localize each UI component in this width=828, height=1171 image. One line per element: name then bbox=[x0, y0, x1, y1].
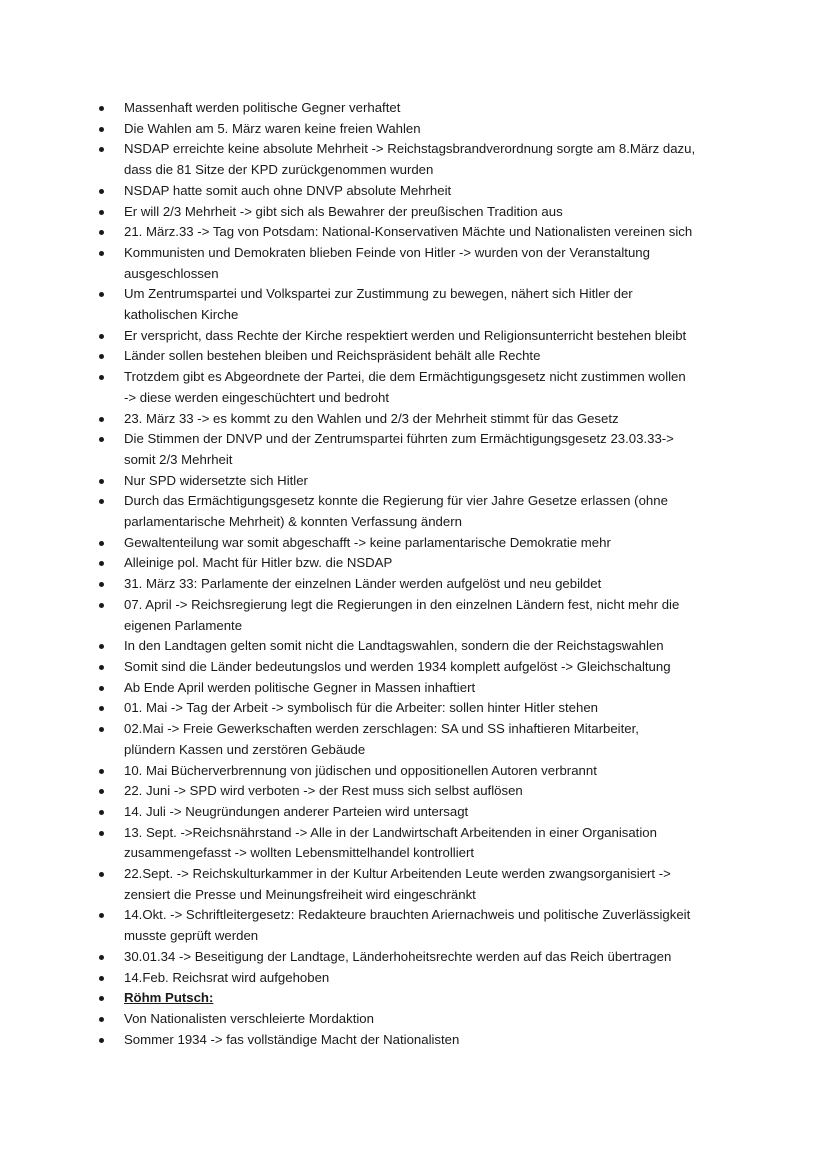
list-item-text: 30.01.34 -> Beseitigung der Landtage, Länderhoheitsrechte werden auf das Reich übertragen bbox=[124, 948, 672, 964]
list-item bbox=[0, 326, 734, 347]
bullet-icon bbox=[99, 354, 104, 359]
bullet-icon bbox=[99, 996, 104, 1001]
list-item bbox=[0, 574, 734, 595]
list-item bbox=[0, 905, 734, 946]
list-item-text: Er will 2/3 Mehrheit -> gibt sich als Bewahrer der preußischen Tradition aus bbox=[124, 203, 563, 219]
bullet-icon bbox=[99, 686, 104, 691]
bullet-icon bbox=[99, 147, 104, 152]
list-item bbox=[0, 346, 734, 367]
list-item bbox=[0, 761, 734, 782]
list-item-text: Kommunisten und Demokraten blieben Feinde von Hitler -> wurden von der Veranstaltung ausgeschlossen bbox=[124, 244, 650, 281]
list-item-text: 13. Sept. ->Reichsnährstand -> Alle in der Landwirtschaft Arbeitenden in einer Organisation zusammengefasst -> wollten Lebensmittelhandel kontrolliert bbox=[124, 824, 657, 861]
list-item bbox=[0, 181, 734, 202]
bullet-icon bbox=[99, 706, 104, 711]
bullet-icon bbox=[99, 251, 104, 256]
list-item bbox=[0, 947, 734, 968]
bullet-icon bbox=[99, 1038, 104, 1043]
list-item bbox=[0, 139, 734, 180]
list-item-text: 23. März 33 -> es kommt zu den Wahlen und 2/3 der Mehrheit stimmt für das Gesetz bbox=[124, 410, 619, 426]
list-item-text: Somit sind die Länder bedeutungslos und werden 1934 komplett aufgelöst -> Gleichschaltung bbox=[124, 658, 671, 674]
bullet-icon bbox=[99, 644, 104, 649]
bullet-icon bbox=[99, 189, 104, 194]
bullet-icon bbox=[99, 872, 104, 877]
bullet-icon bbox=[99, 665, 104, 670]
list-item-text: Trotzdem gibt es Abgeordnete der Partei, die dem Ermächtigungsgesetz nicht zustimmen wollen -> diese werden eingeschüchtert und bedroht bbox=[124, 369, 686, 405]
list-item-text: 21. März.33 -> Tag von Potsdam: National-Konservativen Mächte und Nationalisten vereinen sich bbox=[124, 224, 693, 240]
list-item bbox=[0, 823, 734, 864]
list-item-text: 01. Mai -> Tag der Arbeit -> symbolisch für die Arbeiter: sollen hinter Hitler stehen bbox=[124, 700, 599, 716]
bullet-icon bbox=[99, 769, 104, 774]
list-item bbox=[0, 429, 734, 470]
bullet-icon bbox=[99, 437, 104, 442]
bullet-icon bbox=[99, 334, 104, 339]
list-item bbox=[0, 243, 734, 284]
list-item bbox=[0, 1030, 734, 1051]
bullet-icon bbox=[99, 1017, 104, 1022]
bullet-icon bbox=[99, 582, 104, 587]
list-item-text: Nur SPD widersetzte sich Hitler bbox=[124, 472, 308, 488]
bullet-icon bbox=[99, 561, 104, 566]
bullet-list bbox=[0, 98, 828, 1050]
list-item bbox=[0, 491, 734, 532]
list-item bbox=[0, 98, 734, 119]
list-item-text: 31. März 33: Parlamente der einzelnen Länder werden aufgelöst und neu gebildet bbox=[124, 576, 602, 592]
bullet-icon bbox=[99, 789, 104, 794]
list-item-text: Alleinige pol. Macht für Hitler bzw. die NSDAP bbox=[124, 555, 393, 571]
list-item bbox=[0, 1009, 734, 1030]
list-item-text: Ab Ende April werden politische Gegner in Massen inhaftiert bbox=[124, 679, 476, 695]
list-item bbox=[0, 698, 734, 719]
bullet-icon bbox=[99, 913, 104, 918]
list-item-text: Von Nationalisten verschleierte Mordaktion bbox=[124, 1010, 374, 1026]
list-item bbox=[0, 781, 734, 802]
list-item bbox=[0, 533, 734, 554]
list-item bbox=[0, 119, 734, 140]
bullet-icon bbox=[99, 727, 104, 732]
list-item-text: Massenhaft werden politische Gegner verhaftet bbox=[124, 100, 401, 115]
bullet-icon bbox=[99, 127, 104, 132]
list-item bbox=[0, 409, 734, 430]
list-item-text: Die Stimmen der DNVP und der Zentrumspartei führten zum Ermächtigungsgesetz 23.03.33-> somit 2/3 Mehrheit bbox=[124, 431, 674, 467]
list-item bbox=[0, 202, 734, 223]
list-item-text: Er verspricht, dass Rechte der Kirche respektiert werden und Religionsunterricht bestehen bleibt bbox=[124, 327, 687, 343]
list-item bbox=[0, 222, 734, 243]
list-item-text: 14.Okt. -> Schriftleitergesetz: Redakteure brauchten Ariernachweis und politische Zuverlässigkeit musste geprüft werden bbox=[124, 907, 691, 944]
list-item-text: Sommer 1934 -> fas vollständige Macht der Nationalisten bbox=[124, 1031, 460, 1047]
list-item-text: Länder sollen bestehen bleiben und Reichspräsident behält alle Rechte bbox=[124, 348, 541, 364]
list-item-text: Röhm Putsch: bbox=[124, 990, 214, 1006]
list-item bbox=[0, 802, 734, 823]
list-item bbox=[0, 636, 734, 657]
bullet-icon bbox=[99, 603, 104, 608]
list-item-text: Um Zentrumspartei und Volkspartei zur Zustimmung zu bewegen, nähert sich Hitler der katholischen Kirche bbox=[124, 286, 633, 323]
list-item-text: 22. Juni -> SPD wird verboten -> der Rest muss sich selbst auflösen bbox=[124, 783, 523, 799]
list-item bbox=[0, 367, 734, 408]
list-item-text: NSDAP erreichte keine absolute Mehrheit -> Reichstagsbrandverordnung sorgte am 8.März dazu, dass die 81 Sitze der KPD zurückgenommen wurden bbox=[124, 141, 696, 178]
list-item bbox=[0, 657, 734, 678]
bullet-icon bbox=[99, 479, 104, 484]
list-item bbox=[0, 553, 734, 574]
list-item bbox=[0, 719, 734, 760]
bullet-icon bbox=[99, 292, 104, 297]
list-item-text: 14. Juli -> Neugründungen anderer Parteien wird untersagt bbox=[124, 803, 469, 819]
bullet-icon bbox=[99, 106, 104, 111]
list-item-text: Gewaltenteilung war somit abgeschafft -> keine parlamentarische Demokratie mehr bbox=[124, 534, 611, 550]
list-item bbox=[0, 864, 734, 905]
list-item bbox=[0, 595, 734, 636]
bullet-icon bbox=[99, 976, 104, 981]
list-item-text: In den Landtagen gelten somit nicht die Landtagswahlen, sondern die der Reichstagswahlen bbox=[124, 638, 664, 654]
bullet-icon bbox=[99, 230, 104, 235]
list-item-text: Die Wahlen am 5. März waren keine freien Wahlen bbox=[124, 120, 421, 136]
list-item bbox=[0, 968, 734, 989]
list-item-text: 14.Feb. Reichsrat wird aufgehoben bbox=[124, 969, 330, 985]
bullet-icon bbox=[99, 831, 104, 836]
list-item-text: Durch das Ermächtigungsgesetz konnte die Regierung für vier Jahre Gesetze erlassen (ohne parlamentarische Mehrheit) & konnten Verfassung ändern bbox=[124, 493, 668, 530]
list-item-text: 10. Mai Bücherverbrennung von jüdischen und oppositionellen Autoren verbrannt bbox=[124, 762, 597, 778]
list-item bbox=[0, 284, 734, 325]
bullet-icon bbox=[99, 955, 104, 960]
list-item bbox=[0, 988, 734, 1009]
list-item-text: 07. April -> Reichsregierung legt die Regierungen in den einzelnen Ländern fest, nicht mehr die eigenen Parlamente bbox=[124, 596, 680, 633]
bullet-icon bbox=[99, 810, 104, 815]
bullet-icon bbox=[99, 499, 104, 504]
bullet-icon bbox=[99, 375, 104, 380]
list-item bbox=[0, 678, 734, 699]
list-item bbox=[0, 471, 734, 492]
list-item-text: 22.Sept. -> Reichskulturkammer in der Kultur Arbeitenden Leute werden zwangsorganisiert -> zensiert die Presse und Meinungsfreiheit wird eingeschränkt bbox=[124, 866, 671, 902]
bullet-icon bbox=[99, 541, 104, 546]
list-item-text: 02.Mai -> Freie Gewerkschaften werden zerschlagen: SA und SS inhaftieren Mitarbeiter, plündern Kassen und zerstören Gebäude bbox=[124, 721, 639, 757]
bullet-icon bbox=[99, 210, 104, 215]
list-item-text: NSDAP hatte somit auch ohne DNVP absolute Mehrheit bbox=[124, 182, 452, 198]
bullet-icon bbox=[99, 417, 104, 422]
